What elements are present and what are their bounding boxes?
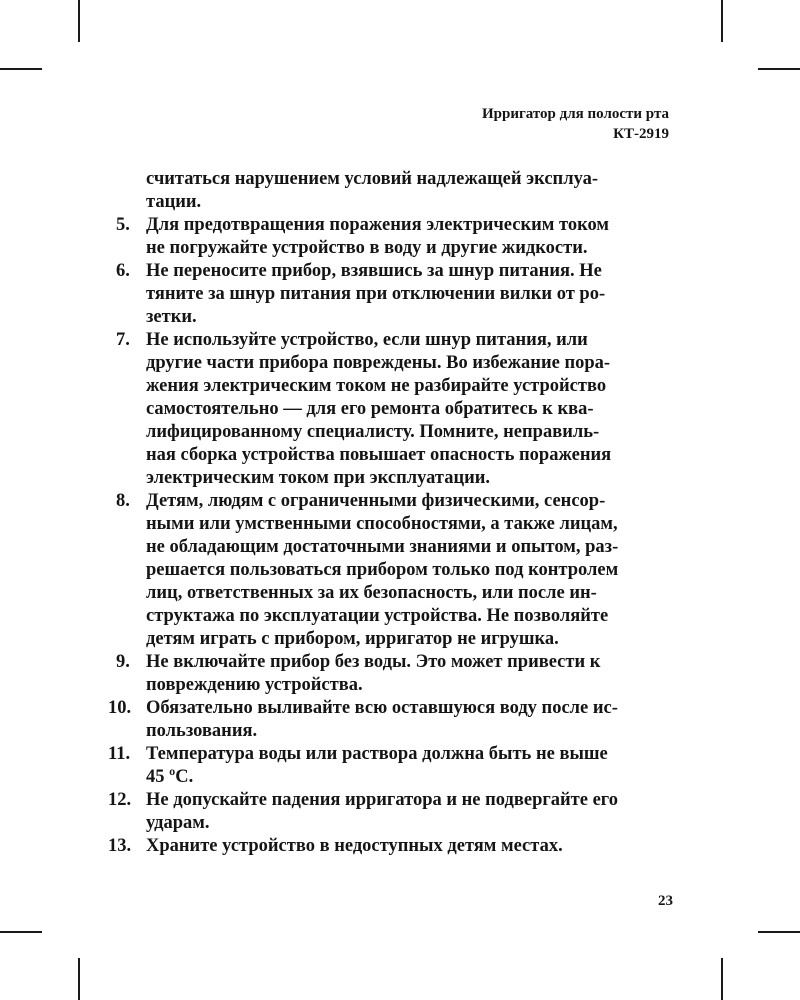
list-item bbox=[116, 490, 676, 651]
crop-mark-bottom-right-vertical bbox=[721, 958, 723, 1000]
crop-mark-top-left-vertical bbox=[78, 0, 80, 42]
text-line: тяните за шнур питания при отключении вилки от ро- bbox=[146, 284, 606, 304]
crop-mark-bottom-left-vertical bbox=[78, 958, 80, 1000]
text-line: другие части прибора повреждены. Во избежание пора- bbox=[146, 353, 611, 373]
text-line: решается пользоваться прибором только под контролем bbox=[146, 560, 619, 580]
item-number: 11. bbox=[108, 744, 131, 764]
text-line: самостоятельно — для его ремонта обратитесь к ква- bbox=[146, 399, 594, 419]
crop-mark-bottom-right-horizontal bbox=[758, 931, 800, 933]
crop-mark-top-left-horizontal bbox=[0, 68, 42, 70]
safety-instructions-list bbox=[108, 168, 676, 858]
text-line: ударам. bbox=[146, 813, 210, 833]
text-line: детям играть с прибором, ирригатор не игрушка. bbox=[146, 629, 559, 649]
text-line: не обладающим достаточными знаниями и опытом, раз- bbox=[146, 537, 619, 557]
item-number: 9. bbox=[116, 652, 130, 672]
item-number: 8. bbox=[116, 491, 130, 511]
text-line: тации. bbox=[146, 192, 202, 212]
text-line: лиц, ответственных за их безопасность, или после ин- bbox=[146, 583, 597, 603]
list-item bbox=[116, 651, 676, 697]
text-line: Не переносите прибор, взявшись за шнур питания. Не bbox=[146, 261, 602, 281]
text-line: электрическим током при эксплуатации. bbox=[146, 468, 491, 488]
header-title: Ирригатор для полости рта bbox=[481, 106, 669, 122]
text-line: Не допускайте падения ирригатора и не подвергайте его bbox=[146, 790, 618, 810]
text-line: жения электрическим током не разбирайте устройство bbox=[146, 376, 607, 396]
numbered-items bbox=[108, 214, 676, 858]
text-line: структажа по эксплуатации устройства. Не позволяйте bbox=[146, 606, 609, 626]
text-line: пользования. bbox=[146, 721, 258, 741]
list-item bbox=[108, 835, 676, 858]
item-number: 12. bbox=[108, 790, 132, 810]
text-line: Для предотвращения поражения электрическим током bbox=[146, 215, 610, 235]
text-line: ная сборка устройства повышает опасность поражения bbox=[146, 445, 612, 465]
list-item bbox=[108, 789, 676, 835]
list-item bbox=[116, 260, 676, 329]
running-header bbox=[482, 104, 669, 144]
crop-mark-top-right-vertical bbox=[721, 0, 723, 42]
item-number: 13. bbox=[108, 836, 132, 856]
text-line: Обязательно выливайте всю оставшуюся воду после ис- bbox=[146, 698, 618, 718]
text-line: лифицированному специалисту. Помните, неправиль- bbox=[146, 422, 600, 442]
text-line: не погружайте устройство в воду и другие жидкости. bbox=[146, 238, 588, 258]
text-line: Храните устройство в недоступных детям местах. bbox=[146, 836, 563, 856]
text-line: повреждению устройства. bbox=[146, 675, 363, 695]
item-number: 5. bbox=[116, 215, 130, 235]
item-number: 6. bbox=[116, 261, 130, 281]
item-number: 10. bbox=[108, 698, 132, 718]
crop-mark-top-right-horizontal bbox=[758, 68, 800, 70]
header-model: КТ-2919 bbox=[613, 126, 669, 142]
text-line: зетки. bbox=[146, 307, 197, 327]
text-line: Не используйте устройство, если шнур питания, или bbox=[146, 330, 588, 350]
list-item bbox=[108, 743, 676, 789]
text-line: Температура воды или раствора должна быть не выше bbox=[146, 744, 608, 764]
page-number: 23 bbox=[658, 893, 673, 909]
list-item bbox=[108, 697, 676, 743]
list-item-continuation bbox=[116, 168, 676, 214]
text-line: считаться нарушением условий надлежащей эксплуа- bbox=[146, 169, 599, 189]
text-line: Детям, людям с ограниченными физическими, сенсор- bbox=[146, 491, 606, 511]
list-item bbox=[116, 329, 676, 490]
list-item bbox=[116, 214, 676, 260]
text-line: 45 ºC. bbox=[146, 767, 194, 787]
crop-mark-bottom-left-horizontal bbox=[0, 931, 42, 933]
item-number: 7. bbox=[116, 330, 130, 350]
text-line: ными или умственными способностями, а также лицам, bbox=[146, 514, 618, 534]
text-line: Не включайте прибор без воды. Это может привести к bbox=[146, 652, 601, 672]
